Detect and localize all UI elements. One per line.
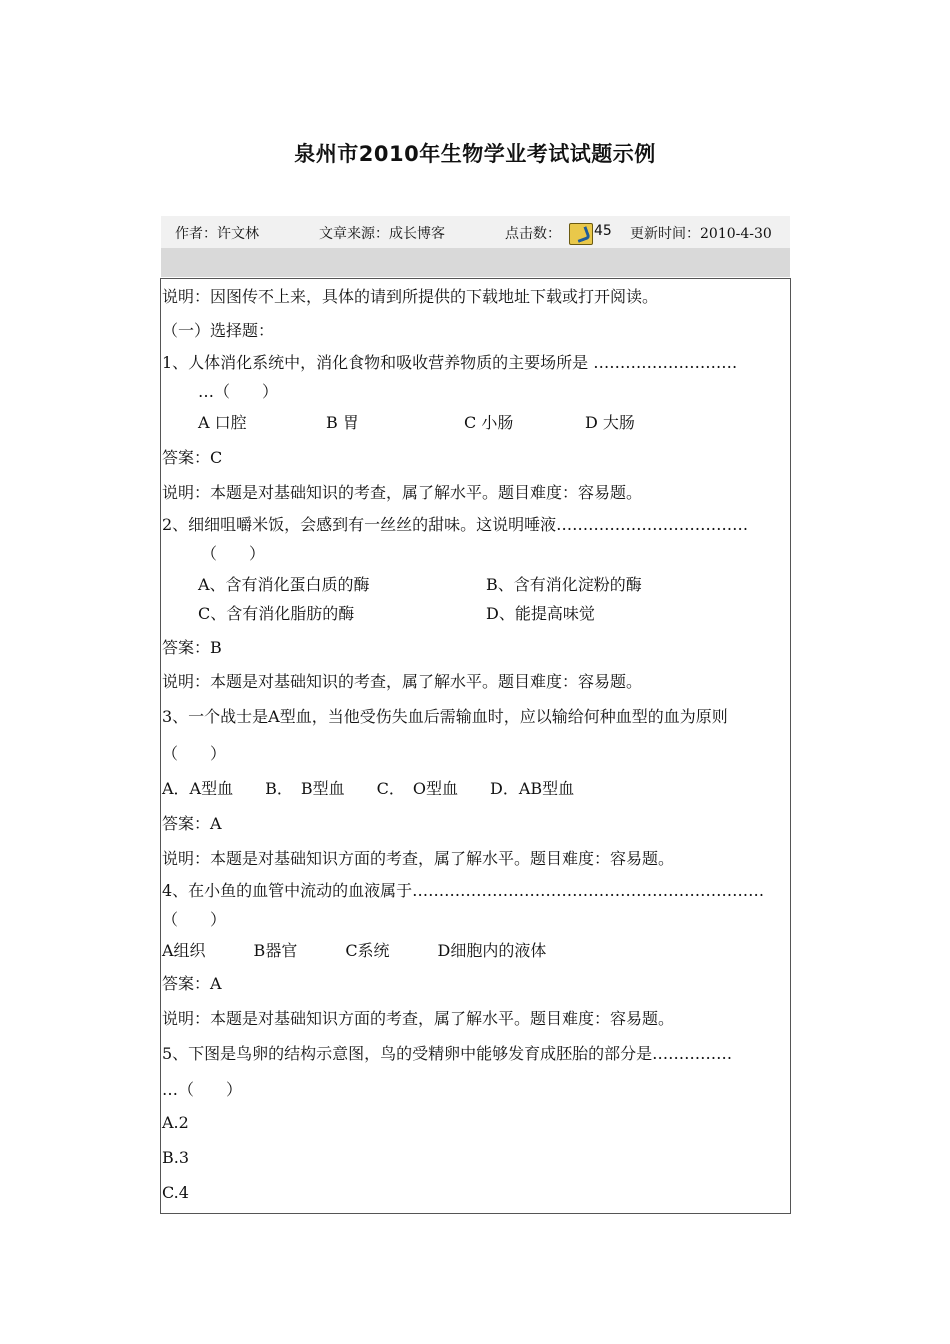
q3-answer: 答案：A	[162, 814, 222, 833]
hits-count: 45	[594, 223, 612, 239]
q1-option-b: B 胃	[326, 413, 359, 432]
q5-option-a: A.2	[162, 1113, 189, 1132]
page-title: 泉州市2010年生物学业考试试题示例	[294, 142, 656, 166]
q2-stem-cont: （ ）	[201, 544, 266, 563]
q3-options: A．A型血 B． B型血 C． O型血 D．AB型血	[162, 779, 575, 798]
intro-note: 说明：因图传不上来，具体的请到所提供的下载地址下载或打开阅读。	[162, 287, 659, 306]
q4-answer: 答案：A	[162, 974, 222, 993]
q2-option-b: B、含有消化淀粉的酶	[486, 575, 642, 594]
author-label: 作者：许文林	[175, 226, 259, 242]
q2-option-a: A、含有消化蛋白质的酶	[198, 575, 370, 594]
q1-stem-cont: …（ ）	[198, 382, 279, 401]
q1-answer: 答案：C	[162, 448, 223, 467]
q5-option-c: C.4	[162, 1183, 189, 1202]
q1-option-c: C 小肠	[464, 413, 514, 432]
q4-explanation: 说明：本题是对基础知识方面的考查，属了解水平。题目难度：容易题。	[162, 1009, 675, 1028]
article-meta-bar	[161, 216, 790, 248]
q4-stem: 4、在小鱼的血管中流动的血液属于…………………………………………………………	[162, 881, 765, 900]
q1-explanation: 说明：本题是对基础知识的考查，属了解水平。题目难度：容易题。	[162, 483, 643, 502]
section-heading: （一）选择题：	[162, 321, 275, 340]
q2-explanation: 说明：本题是对基础知识的考查，属了解水平。题目难度：容易题。	[162, 672, 643, 691]
article-body	[160, 278, 791, 1214]
q3-explanation: 说明：本题是对基础知识方面的考查，属了解水平。题目难度：容易题。	[162, 849, 675, 868]
q1-stem: 1、人体消化系统中，消化食物和吸收营养物质的主要场所是 ………………………	[162, 353, 738, 372]
q2-answer: 答案：B	[162, 638, 222, 657]
q3-stem: 3、一个战士是A型血，当他受伤失血后需输血时，应以输给何种血型的血为原则	[162, 707, 728, 726]
q5-stem: 5、下图是鸟卵的结构示意图，鸟的受精卵中能够发育成胚胎的部分是……………	[162, 1044, 733, 1063]
hits-label: 点击数：	[505, 226, 561, 242]
q4-options: A组织 B器官 C系统 D细胞内的液体	[162, 941, 547, 960]
q1-option-a: A 口腔	[198, 413, 247, 432]
q2-option-d: D、能提高味觉	[486, 604, 595, 623]
q5-option-b: B.3	[162, 1148, 190, 1167]
q5-stem-cont: …（ ）	[162, 1080, 243, 1099]
q2-stem: 2、细细咀嚼米饭，会感到有一丝丝的甜味。这说明唾液………………………………	[162, 515, 749, 534]
divider-bar	[161, 248, 790, 277]
q1-option-d: D 大肠	[585, 413, 635, 432]
update-time: 更新时间：2010-4-30	[630, 226, 772, 242]
q3-stem-cont: （ ）	[162, 744, 227, 763]
q4-stem-cont: （ ）	[162, 910, 227, 929]
hits-icon	[569, 223, 593, 245]
q2-option-c: C、含有消化脂肪的酶	[198, 604, 355, 623]
source-label: 文章来源：成长博客	[319, 226, 445, 242]
